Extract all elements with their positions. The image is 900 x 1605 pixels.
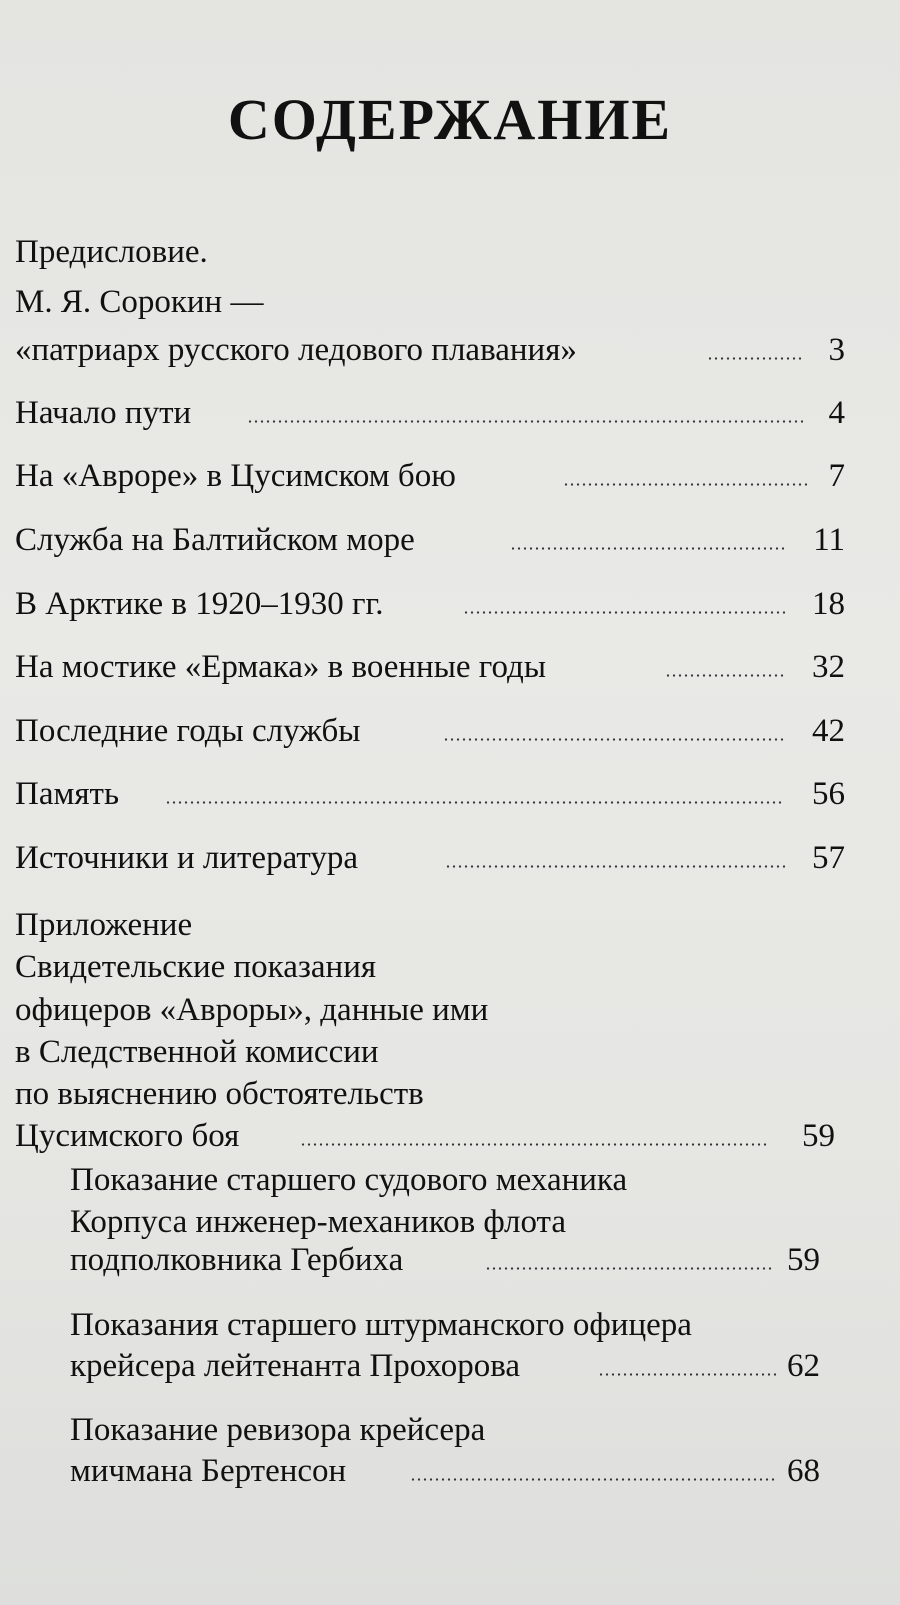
toc-entry-baltic[interactable]: [15, 520, 845, 564]
entry-label: На мостике «Ермака» в военные годы: [15, 649, 547, 685]
dot-leader: [445, 865, 785, 868]
toc-entry-memory[interactable]: [15, 774, 845, 818]
dot-leader: [300, 1143, 770, 1146]
toc-subentry-bertenson[interactable]: [70, 1451, 820, 1495]
page-number: 59: [787, 1242, 820, 1278]
entry-label: В Арктике в 1920–1930 гг.: [15, 586, 384, 622]
entry-label: На «Авроре» в Цусимском бою: [15, 458, 456, 494]
entry-label: мичмана Бертенсон: [70, 1453, 347, 1489]
entry-label: крейсера лейтенанта Прохорова: [70, 1348, 521, 1384]
toc-subentry-gerbikh[interactable]: [70, 1240, 820, 1284]
page-title: СОДЕРЖАНИЕ: [227, 87, 673, 152]
entry-preface-line-2: М. Я. Сорокин —: [15, 284, 264, 320]
entry-label: подполковника Гербиха: [70, 1242, 404, 1278]
entry-label: Начало пути: [15, 395, 192, 431]
page-number: 4: [828, 395, 845, 431]
subentry-bertenson-line-1: Показание ревизора крейсера: [70, 1412, 486, 1448]
dot-leader: [410, 1478, 776, 1481]
dot-leader: [247, 420, 807, 423]
dot-leader: [598, 1373, 778, 1376]
page-number: 18: [812, 586, 845, 622]
dot-leader: [510, 547, 785, 550]
page-number: 3: [828, 332, 845, 368]
page-number: 57: [812, 840, 845, 876]
entry-label: Память: [15, 776, 120, 812]
toc-entry-beginning[interactable]: [15, 393, 845, 437]
toc-entry-appendix[interactable]: [15, 1116, 835, 1160]
toc-entry-sources[interactable]: [15, 838, 845, 882]
toc-entry-arctic[interactable]: [15, 584, 845, 628]
dot-leader: [165, 801, 785, 804]
dot-leader: [443, 738, 785, 741]
entry-preface-line-1: Предисловие.: [15, 234, 208, 270]
toc-entry-aurora[interactable]: [15, 456, 845, 500]
dot-leader: [563, 483, 807, 486]
entry-label: «патриарх русского ледового плавания»: [15, 332, 577, 368]
toc-entry-preface[interactable]: [15, 330, 845, 374]
dot-leader: [485, 1267, 775, 1270]
subentry-prokhorov-line-1: Показания старшего штурманского офицера: [70, 1307, 692, 1343]
subentry-gerbikh-line-1: Показание старшего судового механика: [70, 1162, 628, 1198]
toc-entry-last-years[interactable]: [15, 711, 845, 755]
page-number: 11: [813, 522, 845, 558]
page-number: 32: [812, 649, 845, 685]
entry-label: Последние годы службы: [15, 713, 361, 749]
entry-appendix-line-2: Свидетельские показания: [15, 949, 377, 985]
page-number: 7: [828, 458, 845, 494]
page-number: 42: [812, 713, 845, 749]
toc-subentry-prokhorov[interactable]: [70, 1346, 820, 1390]
entry-appendix-line-1: Приложение: [15, 907, 193, 943]
toc-entry-yermak[interactable]: [15, 647, 845, 691]
entry-label: Источники и литература: [15, 840, 359, 876]
page-number: 68: [787, 1453, 820, 1489]
page-number: 56: [812, 776, 845, 812]
dot-leader: [707, 357, 805, 360]
entry-label: Служба на Балтийском море: [15, 522, 415, 558]
subentry-gerbikh-line-2: Корпуса инженер-механиков флота: [70, 1204, 566, 1240]
entry-appendix-line-4: в Следственной комиссии: [15, 1034, 379, 1070]
page-number: 59: [802, 1118, 835, 1154]
page-number: 62: [787, 1348, 820, 1384]
entry-appendix-line-5: по выяснению обстоятельств: [15, 1076, 424, 1112]
dot-leader: [463, 611, 785, 614]
dot-leader: [665, 674, 785, 677]
entry-appendix-line-3: офицеров «Авроры», данные ими: [15, 992, 489, 1028]
entry-label: Цусимского боя: [15, 1118, 240, 1154]
